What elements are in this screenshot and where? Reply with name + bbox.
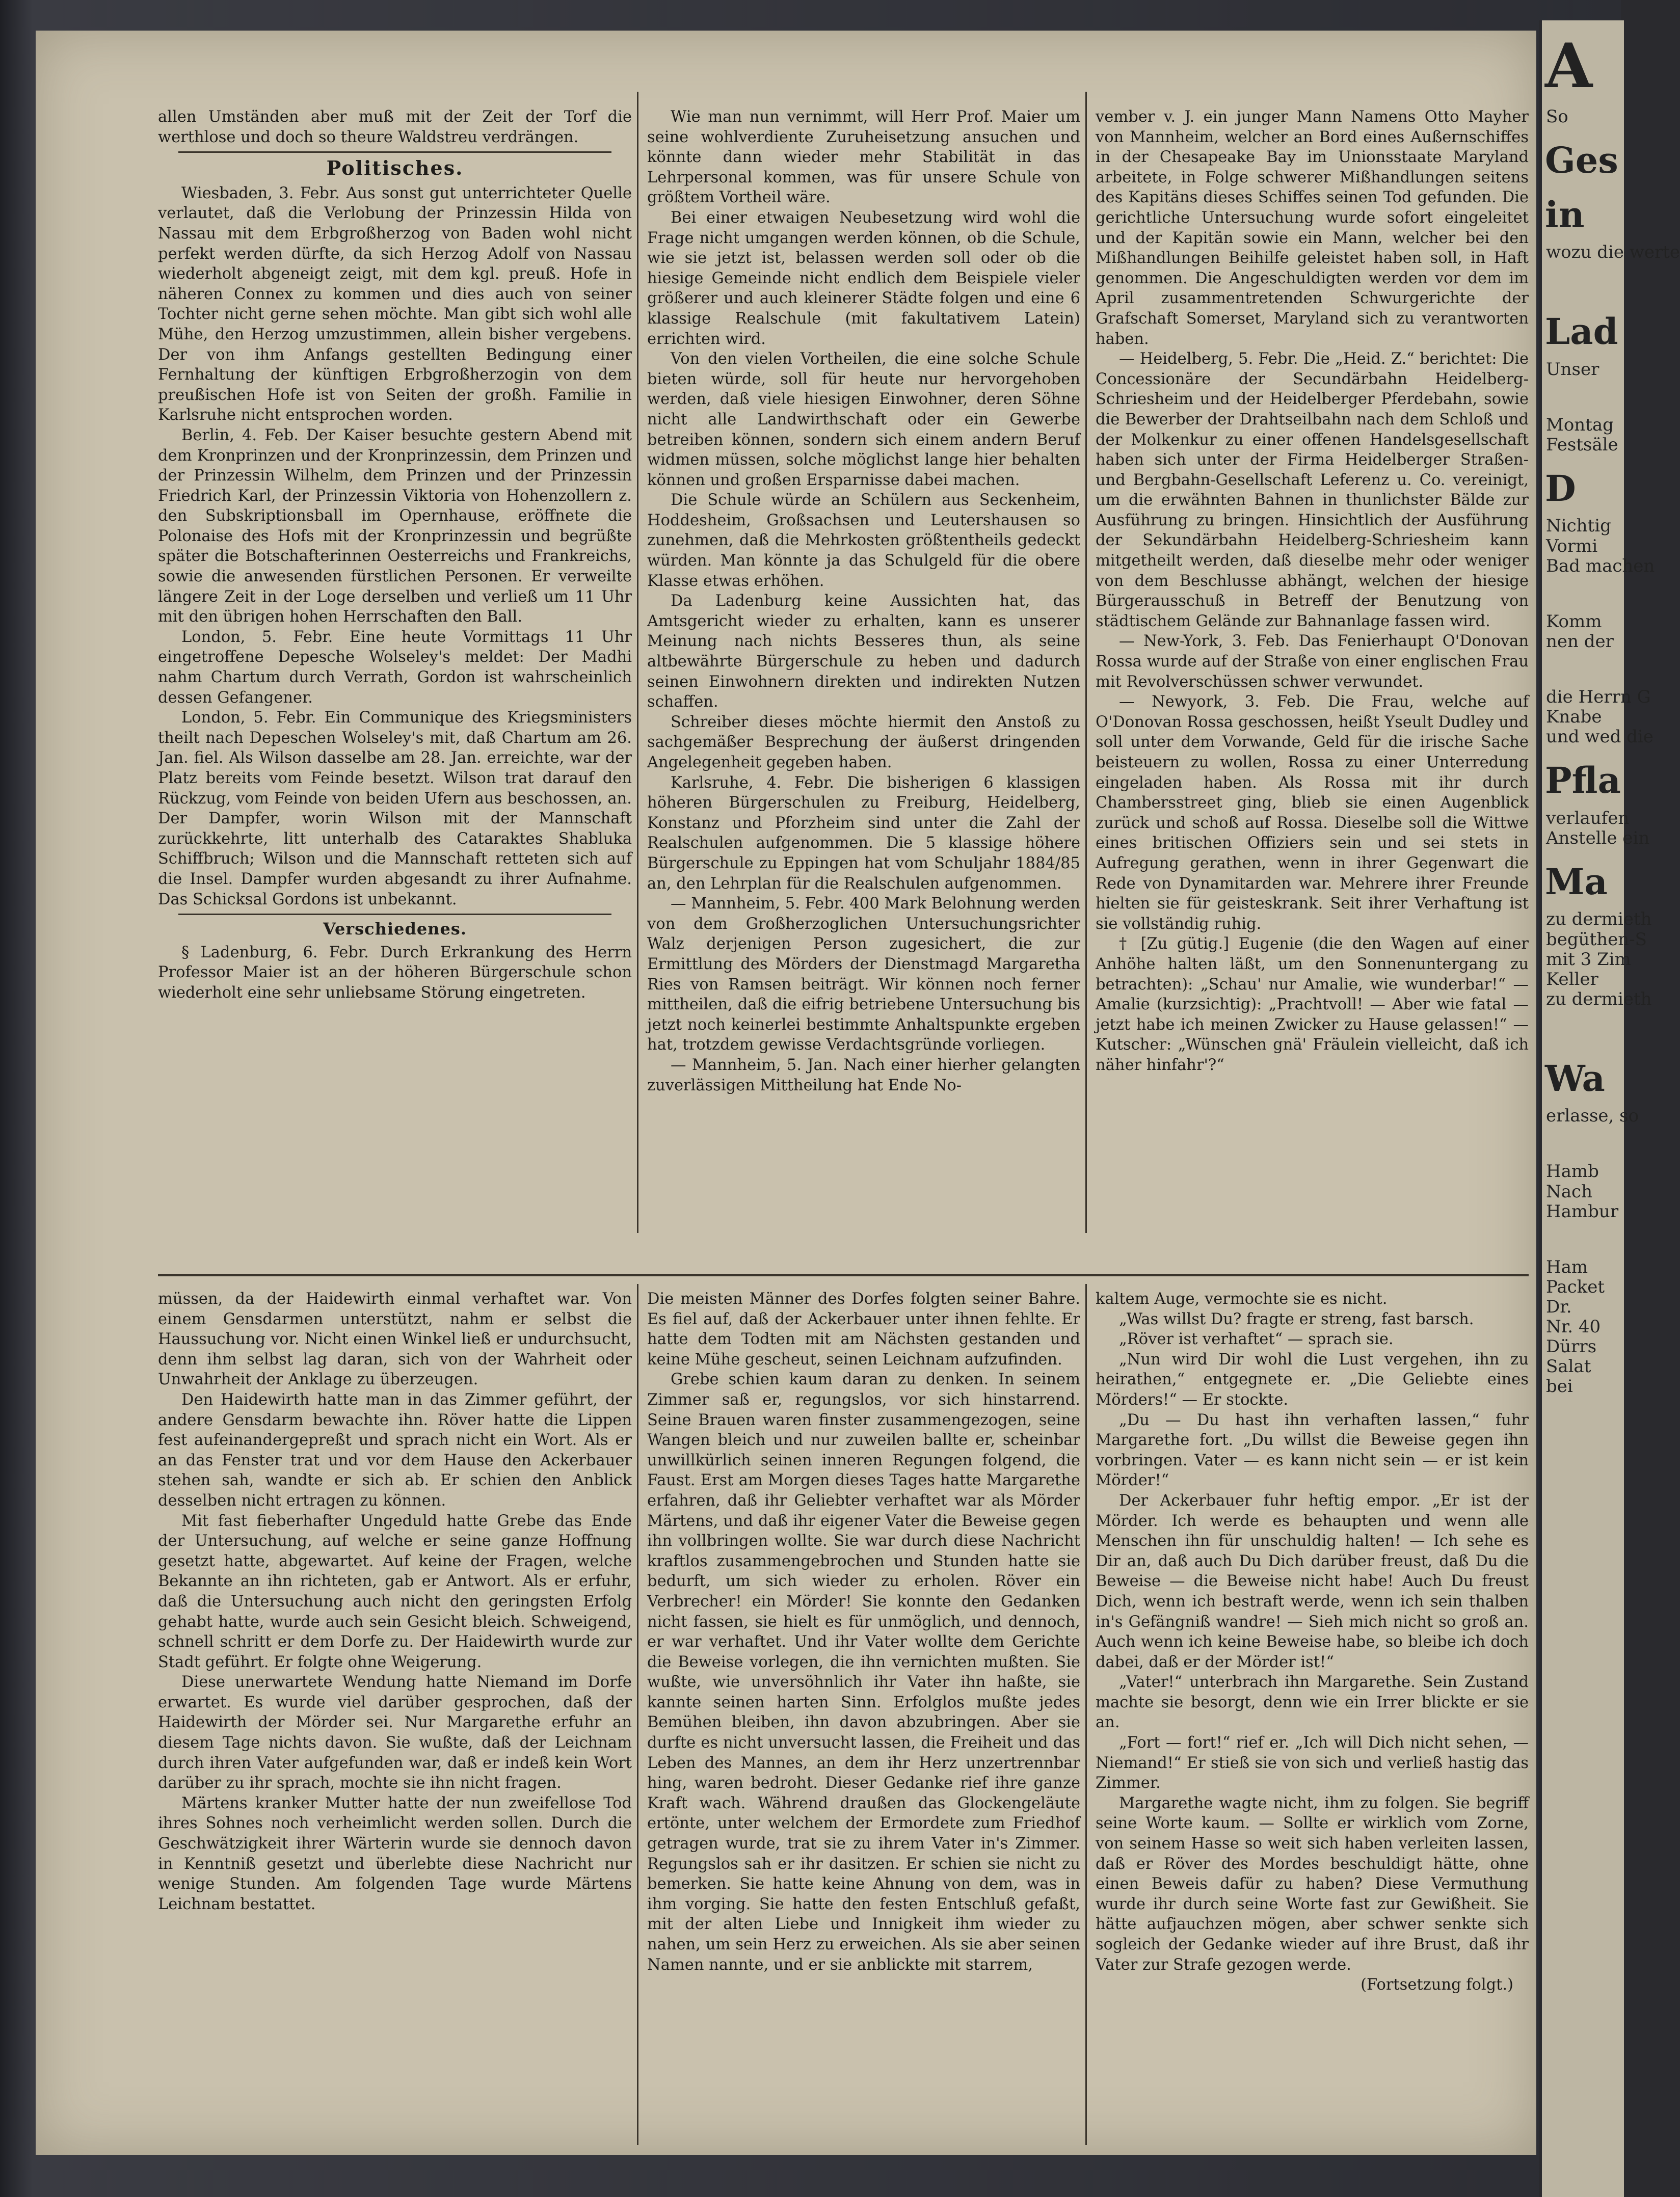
adjacent-text: Nr. 40 bbox=[1546, 1317, 1601, 1337]
article-paragraph: — New-York, 3. Feb. Das Fenierhaupt O'Donovan Rossa wurde auf der Straße von einer englischen Frau mit Revolverschüssen schwer verwundet. bbox=[1096, 632, 1529, 691]
section-title-politics: Politisches. bbox=[326, 156, 464, 180]
lead-text: allen Umständen aber muß mit der Zeit der Torf die werthlose und doch so theure Waldstreu verdrängen. bbox=[158, 108, 632, 146]
article-paragraph: Wiesbaden, 3. Febr. Aus sonst gut unterrichteter Quelle verlautet, daß die Verlobung der Prinzessin Hilda von Nassau mit dem Erbgroßherzog von Baden wohl nicht perfekt werden dürfte, da sich Herzog Adolf von Nassau wiederholt abgeneigt zeigt, mit dem kgl. preuß. Hofe in näheren Connex zu kommen und dies auch von seiner Tochter nicht gerne sehen möchte. Man gibt sich wohl alle Mühe, den Herzog umzustimmen, allein bisher vergebens. Der von ihm Anfangs gestellten Bedingung einer Fernhaltung der künftigen Erbgroßherzogin von dem preußischen Hofe ist von Seiten der großh. Familie in Karlsruhe nicht entsprochen worden. bbox=[158, 184, 632, 424]
adjacent-text: die Herrn G bbox=[1546, 686, 1651, 707]
article-paragraph: — Mannheim, 5. Jan. Nach einer hierher gelangten zuverlässigen Mittheilung hat Ende No- bbox=[647, 1056, 1080, 1094]
story-paragraph: Diese unerwartete Wendung hatte Niemand im Dorfe erwartet. Es wurde viel darüber gesprochen, daß der Haidewirth der Mörder sei. Nur Margarethe erfuhr an diesem Tage nichts davon. Sie wußte, daß der Leichnam durch ihren Vater aufgefunden war, daß er indeß kein Wort darüber zu ihr sprach, mochte sie ihn nicht fragen. bbox=[158, 1673, 632, 1792]
section-title-misc: Verschiedenes. bbox=[323, 919, 467, 939]
top-column-3 bbox=[1096, 107, 1529, 1233]
article-paragraph: Schreiber dieses möchte hiermit den Anstoß zu sachgemäßer Besprechung der äußerst dringenden Angelegenheit gegeben haben. bbox=[647, 713, 1080, 771]
adjacent-text: Unser bbox=[1546, 359, 1599, 380]
adjacent-text: Festsäle bbox=[1546, 434, 1618, 455]
adjacent-text: zu dermieth bbox=[1546, 909, 1652, 930]
adjacent-text: Nichtig bbox=[1546, 516, 1611, 537]
adjacent-text: Hamb bbox=[1546, 1161, 1599, 1182]
divider bbox=[178, 914, 611, 915]
article-paragraph: Die Schule würde an Schülern aus Seckenheim, Hoddesheim, Großsachsen und Leutershausen so zunehmen, daß die Mehrkosten größtentheils gedeckt würden. Man könnte ja das Schulgeld für die obere Klasse etwas erhöhen. bbox=[647, 491, 1080, 590]
adjacent-text: Montag bbox=[1546, 414, 1614, 435]
newspaper-page bbox=[36, 31, 1536, 2155]
bottom-column-1 bbox=[158, 1289, 632, 2145]
adjacent-text: mit 3 Zim bbox=[1546, 949, 1631, 970]
story-paragraph: Die meisten Männer des Dorfes folgten seiner Bahre. Es fiel auf, daß der Ackerbauer unter ihnen fehlte. Er hatte dem Todten mit am Nächsten gestanden und keine Mühe gescheut, seinen Leichnam aufzufinden. bbox=[647, 1290, 1080, 1369]
bottom-column-2 bbox=[647, 1289, 1080, 2145]
column-rule bbox=[1085, 92, 1087, 1233]
article-paragraph: Bei einer etwaigen Neubesetzung wird wohl die Frage nicht umgangen werden können, ob die Schule, wie sie jetzt ist, belassen werden soll oder ob die hiesige Gemeinde nicht endlich dem Beispiele vieler größerer und auch kleinerer Städte folgen und eine 6 klassige Realschule (mit fakultativem Latein) errichten wird. bbox=[647, 208, 1080, 348]
continuation-note: (Fortsetzung folgt.) bbox=[1361, 1976, 1513, 1994]
story-paragraph: Mit fast fieberhafter Ungeduld hatte Grebe das Ende der Untersuchung, auf welche er seine ganze Hoffnung gesetzt hatte, abgewartet. Auf keine der Fragen, welche Bekannte an ihn richteten, gab er Antwort. Als er erfuhr, daß die Untersuchung auch nicht den geringsten Erfolg gehabt hatte, wurde auch sein Gesicht bleich. Schweigend, schnell schritt er dem Dorfe zu. Der Haidewirth wurde zur Stadt geführt. Er folgte ohne Weigerung. bbox=[158, 1512, 632, 1671]
adjacent-text: D bbox=[1545, 467, 1576, 510]
story-paragraph: Grebe schien kaum daran zu denken. In seinem Zimmer saß er, regungslos, vor sich hinstarrend. Seine Brauen waren finster zusammengezogen, seine Wangen bleich und nur zuweilen ballte er, scheinbar unwillkürlich seinen inneren Regungen folgend, die Faust. Erst am Morgen dieses Tages hatte Margarethe erfahren, daß ihr Geliebter verhaftet war als Mörder Märtens, und daß ihr eigener Vater die Beweise gegen ihn vollbringen wollte. Sie war durch diese Nachricht kraftlos zusammengebrochen und Stunden hatte sie bedurft, um sich wieder zu erholen. Röver ein Verbrecher! ein Mörder! Sie konnte den Gedanken nicht fassen, sie hielt es für unmöglich, und dennoch, er war verhaftet. Und ihr Vater wollte dem Gerichte die Beweise vorlegen, die ihn vernichten mußten. Sie wußte, wie unversöhnlich ihr Vater ihn haßte, sie kannte seinen harten Sinn. Erfolglos mußte jedes Bemühen bleiben, ihn davon abzubringen. Aber sie durfte es nicht unversucht lassen, die Freiheit und das Leben des Mannes, an dem ihr Herz unzertrennbar hing, waren bedroht. Dieser Gedanke rief ihre ganze Kraft wach. Während draußen das Glockengeläute ertönte, unter welchem der Ermordete zum Friedhof getragen wurde, trat sie zu ihrem Vater in's Zimmer. Regungslos sah er ihr dasitzen. Er schien sie nicht zu bemerken. Sie hatte keine Ahnung von dem, was in ihm vorging. Sie hatte den festen Entschluß gefaßt, mit der alten Liebe und Innigkeit ihm wieder zu nahen, um sein Herz zu erweichen. Als sie aber seinen Namen nannte, und er sie anblickte mit starrem, bbox=[647, 1371, 1080, 1974]
adjacent-text: Hambur bbox=[1546, 1201, 1619, 1222]
adjacent-text: Knabe bbox=[1546, 707, 1602, 728]
adjacent-text: wozu die werte bbox=[1546, 242, 1680, 263]
story-paragraph: „Röver ist verhaftet“ — sprach sie. bbox=[1119, 1330, 1394, 1349]
article-paragraph: Wie man nun vernimmt, will Herr Prof. Maier um seine wohlverdiente Zuruheisetzung ansuchen und könnte dann wieder mehr Stabilität in das Lehrpersonal kommen, was für unsere Schule von größtem Vortheil wäre. bbox=[647, 108, 1080, 207]
bottom-column-3 bbox=[1096, 1289, 1529, 2145]
divider bbox=[178, 151, 611, 153]
adjacent-text: Bad machen bbox=[1546, 555, 1655, 576]
story-paragraph: „Was willst Du? fragte er streng, fast barsch. bbox=[1119, 1310, 1474, 1328]
article-paragraph: — Heidelberg, 5. Febr. Die „Heid. Z.“ berichtet: Die Concessionäre der Secundärbahn Heidelberg-Schriesheim und der Heidelberger Pferdebahn, sowie die Bewerber der Drahtseilbahn nach dem Schloß und der Molkenkur zu einer offenen Handelsgesellschaft haben sich unter der Firma Heidelberger Straßen- und Bergbahn-Gesellschaft Leferenz u. Co. vereinigt, um die erwähnten Bahnen in thunlichster Bälde zur Ausführung zu bringen. Hinsichtlich der Ausführung der Sekundärbahn Heidelberg-Schriesheim kann mitgetheilt werden, daß dieselbe mehr oder weniger von dem Beschlusse abhängt, welchen der hiesige Bürgerausschuß in Betreff der Benutzung von städtischem Gelände zur Bahnanlage fassen wird. bbox=[1096, 350, 1529, 630]
adjacent-text: begüthen-S bbox=[1546, 929, 1647, 950]
adjacent-text: Ges bbox=[1545, 139, 1618, 182]
adjacent-text: Ma bbox=[1545, 860, 1608, 903]
adjacent-text: zu dermieth bbox=[1546, 988, 1652, 1009]
adjacent-text: Dürrs bbox=[1546, 1336, 1597, 1357]
article-paragraph: † [Zu gütig.] Eugenie (die den Wagen auf einer Anhöhe halten läßt, um den Sonnenuntergang zu betrachten): „Schau' nur Amalie, wie wunderbar!“ — Amalie (kurzsichtig): „Prachtvoll! — Aber wie fatal — jetzt habe ich meinen Zwicker zu Hause gelassen!“ — Kutscher: „Wünschen gnä' Fräulein vielleicht, daß ich näher hinfahr'?“ bbox=[1096, 935, 1529, 1074]
story-paragraph: „Fort — fort!“ rief er. „Ich will Dich nicht sehen, — Niemand!“ Er stieß sie von sich und verließ hastig das Zimmer. bbox=[1096, 1734, 1529, 1792]
story-paragraph: kaltem Auge, vermochte sie es nicht. bbox=[1096, 1290, 1388, 1308]
article-paragraph: Da Ladenburg keine Aussichten hat, das Amtsgericht wieder zu erhalten, kann es unserer Meinung nach nichts Besseres thun, als seine altbewährte Bürgerschule zu heben und dadurch seinen Einwohnern direkten und indirekten Nutzen schaffen. bbox=[647, 592, 1080, 711]
article-paragraph: London, 5. Febr. Ein Communique des Kriegsministers theilt nach Depeschen Wolseley's mit, daß Chartum am 26. Jan. fiel. Als Wilson dasselbe am 28. Jan. erreichte, war der Platz bereits vom Feinde besetzt. Wilson trat darauf den Rückzug, vom Feinde von beiden Ufern aus beschossen, an. Der Dampfer, worin Wilson mit der Mannschaft zurückkehrte, litt unterhalb des Cataraktes Shabluka Schiffbruch; Wilson und die Mannschaft retteten sich auf die Insel. Dampfer wurden abgesandt zu ihrer Aufnahme. Das Schicksal Gordons ist unbekannt. bbox=[158, 709, 632, 908]
adjacent-text: in bbox=[1545, 193, 1585, 236]
adjacent-text: und wed die bbox=[1546, 727, 1654, 747]
adjacent-text: Lad bbox=[1545, 310, 1618, 353]
article-paragraph: Von den vielen Vortheilen, die eine solche Schule bieten würde, soll für heute nur hervorgehoben werden, daß viele hiesigen Einwohner, deren Söhne nicht alle Landwirthschaft oder ein Gewerbe betreiben können, sondern sich einem andern Beruf widmen müssen, solche möglichst lange hier behalten können und großen Ersparnisse dabei machen. bbox=[647, 350, 1080, 489]
story-paragraph: Der Ackerbauer fuhr heftig empor. „Er ist der Mörder. Ich werde es behaupten und wenn alle Menschen ihn für unschuldig halten! — Ich sehe es Dir an, daß auch Du Dich darüber freust, daß Du die Beweise — die Beweise nicht habe! Auch Du freust Dich, wenn ich bestraft werde, wenn ich sein thalben in's Gefängniß wandre! — Sieh mich nicht so groß an. Auch wenn ich keine Beweise habe, so bleibe ich doch dabei, daß er der Mörder ist!“ bbox=[1096, 1491, 1529, 1671]
story-paragraph: „Nun wird Dir wohl die Lust vergehen, ihn zu heirathen,“ entgegnete er. „Die Geliebte eines Mörders!“ — Er stockte. bbox=[1096, 1350, 1529, 1409]
adjacent-page-strip bbox=[1539, 20, 1680, 2197]
article-paragraph: — Newyork, 3. Feb. Die Frau, welche auf O'Donovan Rossa geschossen, heißt Yseult Dudley und soll unter dem Vorwande, Geld für die irische Sache beisteuern zu wollen, Rossa zu einer Unterredung eingeladen haben. Als Rossa mit ihr durch Chambersstreet ging, blieb sie einen Augenblick zurück und schoß auf Rossa. Dieselbe soll die Wittwe eines britischen Offiziers sein und sei stets in Aufregung gerathen, wenn in ihrer Gegenwart die Rede von Dynamitarden war. Mehrere ihrer Freunde hielten sie für geisteskrank. Seit ihrer Verhaftung ist sie vollständig ruhig. bbox=[1096, 693, 1529, 933]
article-paragraph: vember v. J. ein junger Mann Namens Otto Mayher von Mannheim, welcher an Bord eines Außernschiffes in der Chesapeake Bay im Unionsstaate Maryland arbeitete, in Folge schwerer Mißhandlungen seitens des Kapitäns dieses Schiffes seinen Tod gefunden. Die gerichtliche Untersuchung wurde sofort eingeleitet und der Kapitän sowie ein Mann, welcher bei den Mißhandlungen Beihilfe geleistet haben soll, in Haft genommen. Die Angeschuldigten werden vor dem im April zusammentretenden Schwurgerichte der Grafschaft Somerset, Maryland sich zu verantworten haben. bbox=[1096, 108, 1529, 348]
adjacent-text: Ham bbox=[1546, 1256, 1588, 1277]
article-paragraph: Berlin, 4. Feb. Der Kaiser besuchte gestern Abend mit dem Kronprinzen und der Kronprinzessin, dem Prinzen und der Prinzessin Wilhelm, dem Prinzen und der Prinzessin Friedrich Karl, der Prinzessin Viktoria von Hohenzollern z. den Subskriptionsball im Opernhause, eröffnete die Polonaise des Hofs mit der Kronprinzessin und begrüßte später die Botschafterinnen Oesterreichs und Frankreichs, sowie die anwesenden fürstlichen Personen. Er verweilte längere Zeit in der Loge derselben und verließ um 11 Uhr mit den übrigen hohen Herrschaften den Ball. bbox=[158, 426, 632, 626]
column-rule bbox=[637, 1284, 638, 2145]
top-column-2 bbox=[647, 107, 1080, 1233]
article-paragraph: — Mannheim, 5. Febr. 400 Mark Belohnung werden von dem Großherzoglichen Untersuchungsrichter Walz derjenigen Person zugesichert, die zur Ermittlung des Mörders der Dienstmagd Margaretha Ries von Ramsen beiträgt. Wir können noch ferner mittheilen, daß die eifrig betriebene Untersuchung bis jetzt noch keinerlei bestimmte Anhaltspunkte ergeben hat, trotzdem gewisse Verdachtsgründe vorliegen. bbox=[647, 895, 1080, 1054]
article-paragraph: § Ladenburg, 6. Febr. Durch Erkrankung des Herrn Professor Maier ist an der höheren Bürgerschule schon wiederholt eine sehr unliebsame Störung eingetreten. bbox=[158, 943, 632, 1002]
story-paragraph: „Vater!“ unterbrach ihn Margarethe. Sein Zustand machte sie besorgt, denn wie ein Irrer blickte er sie an. bbox=[1096, 1673, 1529, 1732]
adjacent-text: Anstelle ein bbox=[1546, 827, 1650, 848]
story-paragraph: Margarethe wagte nicht, ihm zu folgen. Sie begriff seine Worte kaum. — Sollte er wirklich vom Zorne, von seinem Hasse so weit sich haben verleiten lassen, daß er Röver des Mordes beschuldigt hätte, ohne einen Beweis dafür zu haben? Diese Vermuthung wurde ihr durch seine Worte fast zur Gewißheit. Sie hätte aufjauchzen mögen, aber schwer senkte sich sogleich der Gedanke wieder auf ihre Brust, daß ihr Vater zur Strafe gezogen werde. bbox=[1096, 1794, 1529, 1974]
article-paragraph: London, 5. Febr. Eine heute Vormittags 11 Uhr eingetroffene Depesche Wolseley's meldet: Der Madhi nahm Chartum durch Verrath, Gordon ist wahrscheinlich dessen Gefangener. bbox=[158, 628, 632, 707]
adjacent-text: erlasse, so bbox=[1546, 1106, 1639, 1127]
adjacent-text: Nach bbox=[1546, 1181, 1592, 1202]
adjacent-text: Pfla bbox=[1545, 759, 1621, 802]
adjacent-text: nen der bbox=[1546, 631, 1614, 652]
article-paragraph: Karlsruhe, 4. Febr. Die bisherigen 6 klassigen höheren Bürgerschulen zu Freiburg, Heidelberg, Konstanz und Pforzheim sind unter die Zahl der Realschulen aufgenommen. Die 5 klassige höhere Bürgerschule zu Eppingen hat vom Schuljahr 1884/85 an, den Lehrplan für die Realschulen aufgenommen. bbox=[647, 773, 1080, 893]
adjacent-text: bei bbox=[1546, 1376, 1573, 1397]
adjacent-text: Packet bbox=[1546, 1276, 1605, 1297]
story-paragraph: Märtens kranker Mutter hatte der nun zweifellose Tod ihres Sohnes noch verheimlicht werden sollen. Durch die Geschwätzigkeit ihrer Wärterin wurde sie dennoch davon in Kenntniß gesetzt und überlebte diese Nachricht nur wenige Stunden. Am folgenden Tage wurde Märtens Leichnam bestattet. bbox=[158, 1794, 632, 1913]
adjacent-text: Wa bbox=[1545, 1057, 1605, 1100]
story-paragraph: Den Haidewirth hatte man in das Zimmer geführt, der andere Gensdarm bewachte ihn. Röver hatte die Lippen fest aufeinandergepreßt und sprach nicht ein Wort. Als er an das Fenster trat und vor dem Hause den Ackerbauer stehen sah, wandte er sich ab. Er schien den Anblick desselben nicht ertragen zu können. bbox=[158, 1390, 632, 1510]
adjacent-text: So bbox=[1546, 106, 1568, 127]
adjacent-text: Dr. bbox=[1546, 1296, 1572, 1317]
adjacent-text: Komm bbox=[1546, 611, 1602, 632]
story-paragraph: müssen, da der Haidewirth einmal verhaftet war. Von einem Gensdarmen unterstützt, nahm er selbst die Haussuchung vor. Nicht einen Winkel ließ er undurchsucht, denn ihm selbst lag daran, sich von der Wahrheit oder Unwahrheit der Anklage zu überzeugen. bbox=[158, 1290, 632, 1389]
adjacent-text: A bbox=[1545, 30, 1593, 102]
feuilleton-rule bbox=[158, 1274, 1529, 1276]
column-rule bbox=[637, 92, 638, 1233]
story-paragraph: „Du — Du hast ihn verhaften lassen,“ fuhr Margarethe fort. „Du willst die Beweise gegen ihn vorbringen. Vater — es kann nicht sein — er ist kein Mörder!“ bbox=[1096, 1411, 1529, 1490]
column-rule bbox=[1085, 1284, 1087, 2145]
adjacent-text: Keller bbox=[1546, 969, 1598, 989]
adjacent-text: Vormi bbox=[1546, 535, 1598, 556]
top-column-1 bbox=[158, 107, 632, 1233]
adjacent-text: Salat bbox=[1546, 1356, 1591, 1377]
adjacent-text: verlaufen bbox=[1546, 808, 1630, 828]
